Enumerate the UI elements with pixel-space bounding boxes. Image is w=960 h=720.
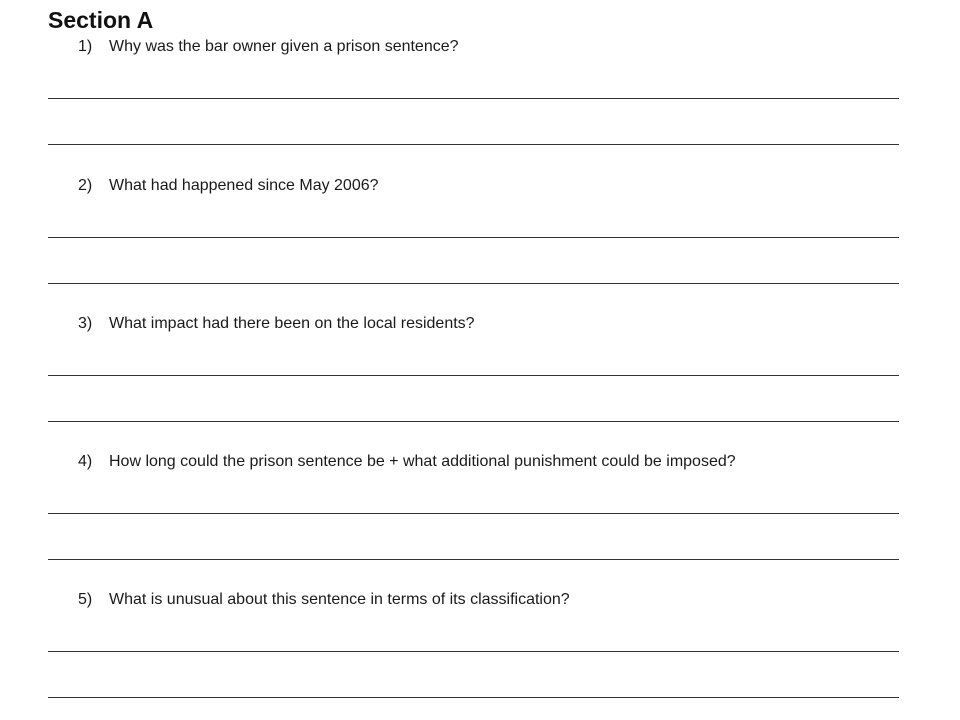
question-2 [0,176,960,306]
question-number: 3) [78,315,93,332]
answer-line[interactable] [48,375,899,376]
answer-line[interactable] [48,98,899,99]
question-3 [0,314,960,444]
question-5 [0,590,960,720]
answer-line[interactable] [48,237,899,238]
question-text: What is unusual about this sentence in terms of its classification? [109,591,570,608]
question-text: What impact had there been on the local residents? [109,315,475,332]
answer-line[interactable] [48,697,899,698]
question-text: Why was the bar owner given a prison sentence? [109,38,459,55]
question-text: What had happened since May 2006? [109,177,379,194]
question-number: 4) [78,453,93,470]
answer-line[interactable] [48,283,899,284]
question-1-prompt [78,37,459,57]
question-text: How long could the prison sentence be + what additional punishment could be imposed? [109,453,736,470]
question-1 [0,37,960,167]
question-2-prompt [78,176,379,196]
question-4 [0,452,960,582]
answer-line[interactable] [48,559,899,560]
answer-line[interactable] [48,421,899,422]
answer-line[interactable] [48,651,899,652]
question-4-prompt [78,452,736,472]
question-number: 1) [78,38,93,55]
section-title: Section A [48,7,154,33]
answer-line[interactable] [48,144,899,145]
question-number: 5) [78,591,93,608]
question-number: 2) [78,177,93,194]
question-3-prompt [78,314,475,334]
answer-line[interactable] [48,513,899,514]
question-5-prompt [78,590,570,610]
